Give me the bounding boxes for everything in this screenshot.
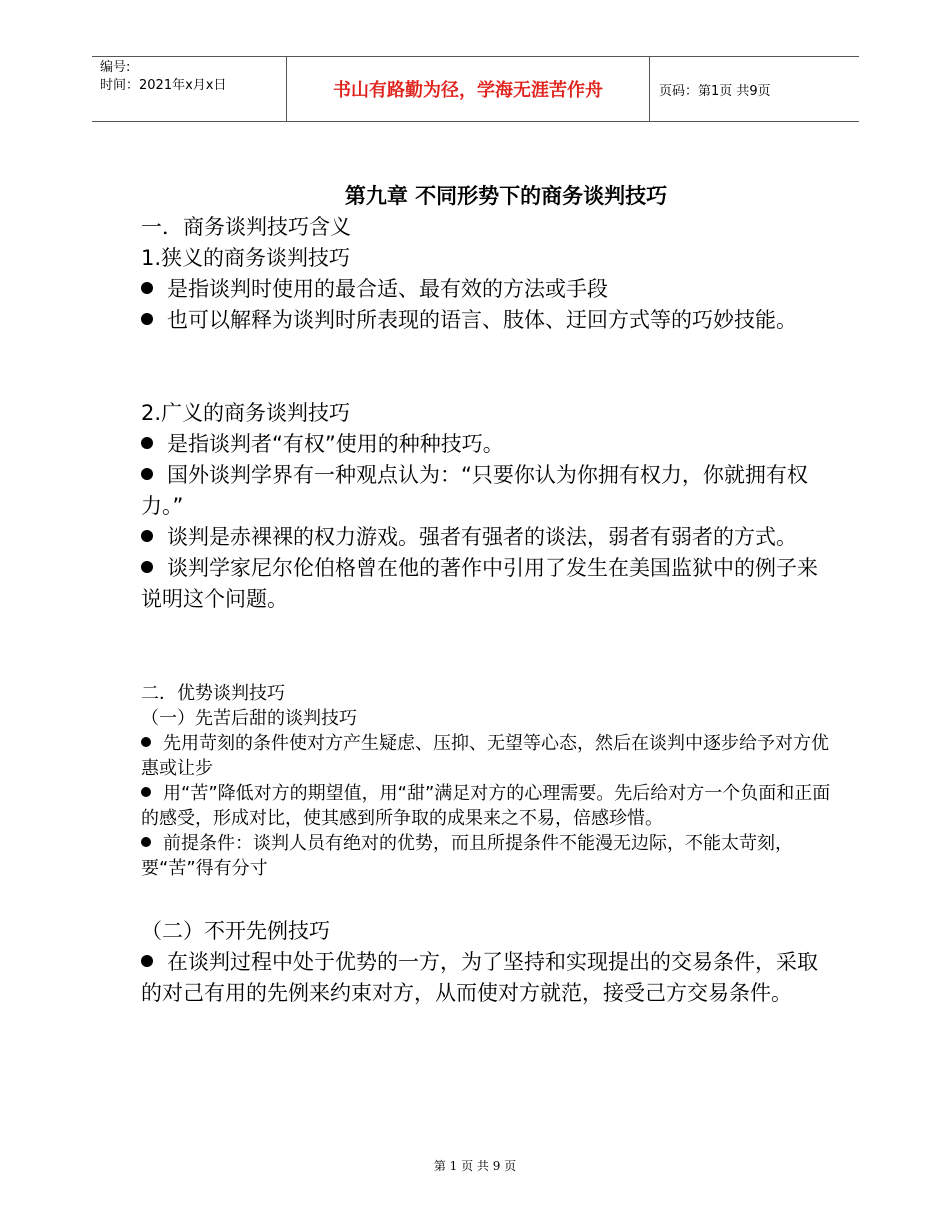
bullet-icon: [141, 837, 151, 847]
header-page-label: 页码：第1页 共9页: [659, 83, 771, 99]
page-header: [92, 56, 859, 122]
list-item: 先用苛刻的条件使对方产生疑虑、压抑、无望等心态，然后在谈判中逐步给予对方优惠或让步: [141, 733, 829, 779]
header-meta: [92, 57, 287, 121]
list-item: 谈判是赤裸裸的权力游戏。强者有强者的谈法，弱者有弱者的方式。: [141, 522, 831, 553]
subsection-heading: 2.广义的商务谈判技巧: [141, 401, 351, 425]
number-label: 编号:: [100, 60, 131, 75]
header-motto: 书山有路勤为径，学海无涯苦作舟: [287, 57, 650, 121]
bullet-icon: [141, 468, 153, 480]
subsection-heading: （一）先苦后甜的谈判技巧: [141, 708, 357, 729]
list-item: 前提条件：谈判人员有绝对的优势，而且所提条件不能漫无边际，不能太苛刻，要“苦”得有分寸: [141, 833, 793, 879]
bullet-icon: [141, 530, 153, 542]
page-footer: 第 1 页 共 9 页: [433, 1159, 517, 1173]
section-heading: 一．商务谈判技巧含义: [141, 215, 351, 239]
bullet-icon: [141, 737, 151, 747]
bullet-icon: [141, 787, 151, 797]
document-body: [141, 180, 831, 1009]
section-heading: 二．优势谈判技巧: [141, 683, 285, 704]
chapter-title: 第九章 不同形势下的商务谈判技巧: [344, 184, 668, 208]
list-item: 谈判学家尼尔伦伯格曾在他的著作中引用了发生在美国监狱中的例子来说明这个问题。: [141, 556, 818, 611]
list-item: 国外谈判学界有一种观点认为：“只要你认为你拥有权力，你就拥有权力。”: [141, 463, 808, 518]
bullet-icon: [141, 437, 153, 449]
time-label: 时间：2021年x月x日: [100, 78, 227, 93]
subsection-heading: 1.狭义的商务谈判技巧: [141, 246, 351, 270]
list-item: 用“苦”降低对方的期望值，用“甜”满足对方的心理需要。先后给对方一个负面和正面的感受，形成对比，使其感到所争取的成果来之不易，倍感珍惜。: [141, 783, 831, 829]
list-item: 在谈判过程中处于优势的一方，为了坚持和实现提出的交易条件，采取的对己有用的先例来约束对方，从而使对方就范，接受己方交易条件。: [141, 950, 818, 1005]
bullet-icon: [141, 313, 153, 325]
bullet-icon: [141, 561, 153, 573]
bullet-icon: [141, 282, 153, 294]
list-item: 也可以解释为谈判时所表现的语言、肢体、迂回方式等的巧妙技能。: [141, 305, 831, 336]
bullet-icon: [141, 955, 153, 967]
subsection-heading: （二）不开先例技巧: [141, 919, 330, 943]
list-item: 是指谈判者“有权”使用的种种技巧。: [141, 429, 831, 460]
list-item: 是指谈判时使用的最合适、最有效的方法或手段: [141, 274, 831, 305]
section-two: [141, 681, 831, 881]
